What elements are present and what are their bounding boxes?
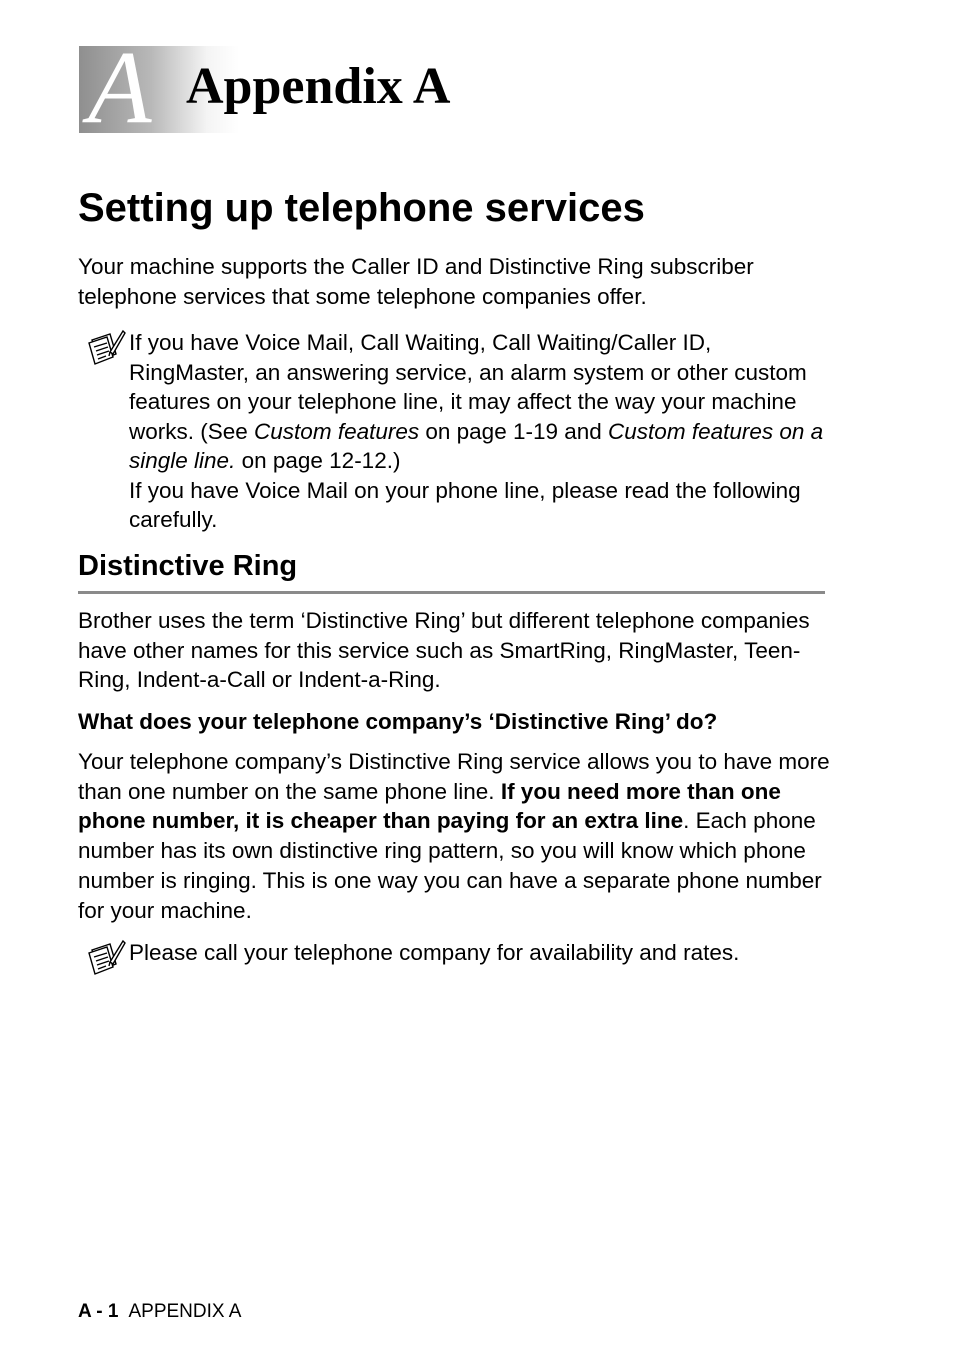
note-voice-mail-line2: If you have Voice Mail on your phone line, please read the following carefully. — [129, 477, 801, 532]
chapter-letter: A — [88, 30, 152, 145]
section-title: Setting up telephone services — [78, 186, 645, 230]
chapter-title: Appendix A — [186, 58, 451, 115]
section-intro: Your machine supports the Caller ID and Distinctive Ring subscriber telephone services that some telephone companies offer. — [78, 254, 754, 309]
note-voice-mail-mid: on page 1-19 and — [419, 418, 609, 444]
note-availability-text: Please call your telephone company for availability and rates. — [129, 940, 740, 965]
footer-label: APPENDIX A — [128, 1301, 242, 1322]
distinctive-answer — [78, 747, 838, 925]
subsection-rule — [78, 591, 825, 594]
note-voice-mail-text — [129, 328, 829, 535]
answer-end: . Each phone number has its own distinctive ring pattern, so you will know which phone number is ringing. This is one way you can have a separate phone number for your machine. — [78, 808, 822, 923]
note-pencil-icon — [86, 328, 126, 368]
page-footer — [78, 1300, 241, 1324]
note-voice-mail-line1: If you have Voice Mail, Call Waiting, Call Waiting/Caller ID, RingMaster, an answering service, an alarm system or other custom features on your telephone line, it may affect the way your machine works. (See — [129, 330, 807, 444]
ref-custom-features-single-line: Custom features on a single line. — [129, 418, 824, 473]
distinctive-body: Brother uses the term ‘Distinctive Ring’ but different telephone companies have other names for this service such as SmartRing, RingMaster, Teen-Ring, Indent-a-Call or Indent-a-Ring. — [78, 608, 810, 693]
note-pencil-icon — [86, 938, 126, 978]
page-number: A - 1 — [78, 1301, 119, 1322]
answer-start: Your telephone company’s Distinctive Ring service allows you to have more than one number on the same phone line. — [78, 749, 830, 804]
ref-custom-features: Custom features — [254, 418, 420, 444]
note-voice-mail-end: on page 12-12.) — [235, 448, 401, 473]
answer-bold: If you need more than one phone number, it is cheaper than paying for an extra line — [78, 778, 781, 834]
subsection-title: Distinctive Ring — [78, 550, 298, 582]
question-heading: What does your telephone company’s ‘Distinctive Ring’ do? — [78, 709, 718, 734]
